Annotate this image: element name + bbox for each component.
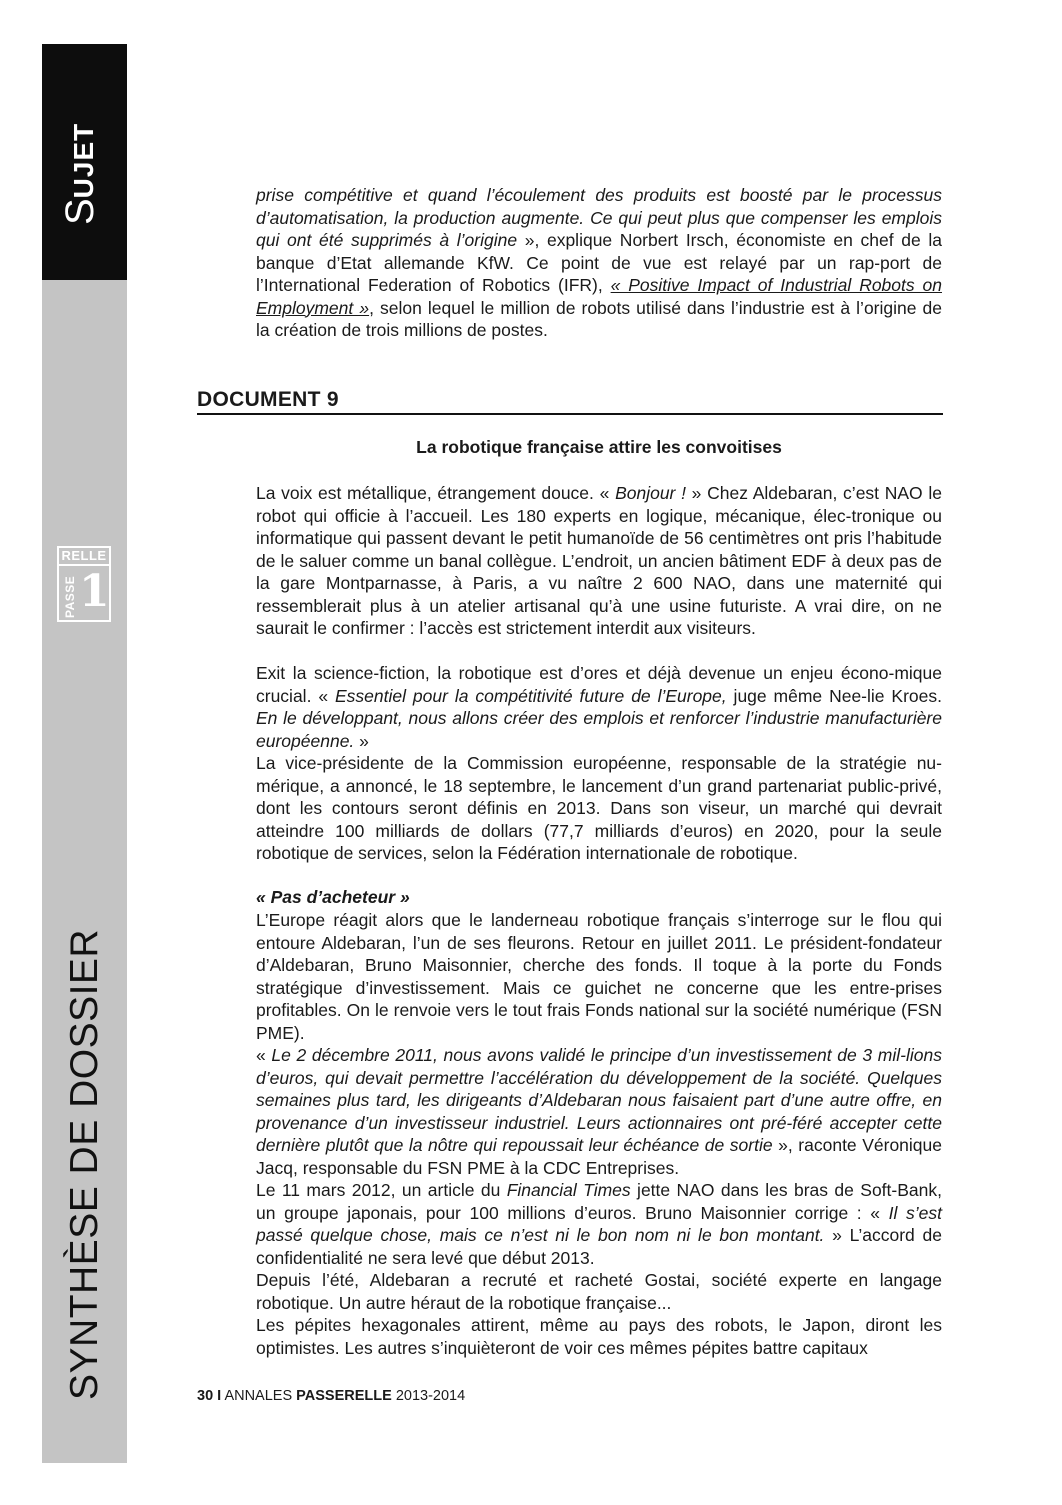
paragraph-5: « Le 2 décembre 2011, nous avons validé le principe d’un investissement de 3 mil-lions d’euros, qui devait permettre l’accélération du développement de la société. Quelques semaines plus tard, les dirigeants d’Aldebaran nous faisaient part d’une autre offre, en provenance d’un investisseur industriel. Leurs actionnaires ont pré-féré accepter cette dernière plutôt que la nôtre qui repoussait leur échéance de sortie », raconte Véronique Jacq, responsable du FSN PME à la CDC Entreprises. (256, 1045, 942, 1178)
subheading: « Pas d’acheteur » (256, 887, 410, 907)
page-number: 30 (197, 1388, 214, 1404)
paragraph-1: La voix est métallique, étrangement douce. « Bonjour ! » Chez Aldebaran, c’est NAO le robot qui officie à l’accueil. Les 180 experts en logique, mécanique, élec-tronique ou informatique qui passent devant le petit humanoïde de 56 centimètres ont pris l’habitude de le saluer comme un banal collègue. L’endroit, un ancien bâtiment EDF à deux pas de la gare Montparnasse, à Paris, a vu naître 2 600 NAO, dans une maternité qui ressemblerait plus à un atelier artisanal qu’à une usine futuriste. A vrai dire, on ne saurait le confirmer : l’accès est strictement interdit aux visiteurs. (256, 483, 942, 638)
paragraph-6: Le 11 mars 2012, un article du Financial Times jette NAO dans les bras de Soft-Bank, un groupe japonais, pour 100 millions d’euros. Bruno Maisonnier corrige : « Il s’est passé quelque chose, mais ce n’est ni le bon nom ni le bon montant. » L’accord de confidentialité ne sera levé que début 2013. (256, 1180, 942, 1268)
paragraph-2: Exit la science-fiction, la robotique est d’ores et déjà devenue un enjeu écono-mique crucial. « Essentiel pour la compétitivité future de l’Europe, juge même Nee-lie Kroes. En le développant, nous allons créer des emplois et renforcer l’industrie manufacturière européenne. » (256, 663, 942, 751)
logo-number: 1 (79, 566, 110, 617)
document-heading: DOCUMENT 9 (197, 388, 943, 415)
vertical-title: SYNTHÈSE DE DOSSIER (63, 928, 106, 1400)
intro-paragraph: prise compétitive et quand l’écoulement des produits est boosté par le processus d’automatisation, la production augmente. Ce qui peut plus que compenser les emplois qui ont été supprimés à l’origine », explique Norbert Irsch, économiste en chef de la banque d’Etat allemande KfW. Ce point de vue est relayé par un rap-port de l’International Federation of Robotics (IFR), « Positive Impact of Industrial Robots on Employment », selon lequel le million de robots utilisé dans l’industrie est à l’origine de la création de trois millions de postes. (256, 185, 942, 340)
document-title: La robotique française attire les convoitises (416, 437, 782, 457)
logo-top-text: RELLE (59, 548, 109, 566)
page-footer: 30 I ANNALES PASSERELLE 2013-2014 (197, 1388, 466, 1404)
paragraph-8: Les pépites hexagonales attirent, même au pays des robots, le Japon, diront les optimistes. Les autres s’inquièteront de voir ces mêmes pépites battre capitaux (256, 1315, 942, 1358)
section-label: SUJET (58, 122, 102, 225)
paragraph-4: L’Europe réagit alors que le landerneau robotique français s’interroge sur le flou qui entoure Aldebaran, l’un de ses fleurons. Retour en juillet 2011. Le président-fondateur d’Aldebaran, Bruno Maisonnier, cherche des fonds. Il toque à la porte du Fonds stratégique d’investissement. Mais ce guichet ne concerne que les entre-prises profitables. On le renvoie vers le tout frais Fonds national sur la société numérique (FSN PME). (256, 910, 942, 1043)
paragraph-7: Depuis l’été, Aldebaran a recruté et racheté Gostai, société experte en langage robotique. Un autre héraut de la robotique française... (256, 1270, 942, 1313)
footer-brand: PASSERELLE (296, 1388, 392, 1404)
passerelle-logo (57, 546, 111, 622)
ifr-report-link[interactable]: « Positive Impact of Industrial Robots on Employment » (256, 275, 942, 318)
logo-side-text: PASSE (63, 575, 77, 618)
paragraph-3: La vice-présidente de la Commission européenne, responsable de la stratégie nu-mérique, a annoncé, le 18 septembre, le lancement d’un grand partenariat public-privé, dont les contours seront définis en 2013. Dans son viseur, un marché qui devrait atteindre 100 milliards de dollars (77,7 milliards d’euros) en 2020, pour la seule robotique de services, selon la Fédération internationale de robotique. (256, 753, 942, 863)
